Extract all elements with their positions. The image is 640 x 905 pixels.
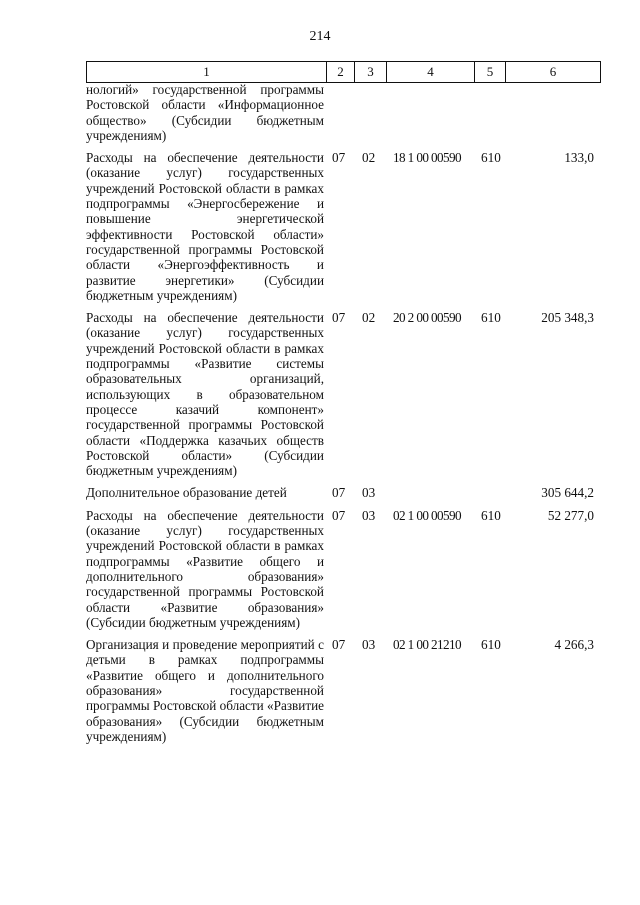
column-header-2: 2 — [327, 62, 355, 83]
row-target-code: 02 1 00 21210 — [393, 637, 462, 653]
column-header-3: 3 — [355, 62, 387, 83]
table-row — [86, 310, 600, 478]
row-amount: 133,0 — [564, 150, 594, 166]
row-section: 07 — [332, 485, 346, 501]
column-header-1: 1 — [87, 62, 327, 83]
column-header-5: 5 — [475, 62, 506, 83]
table-row — [86, 150, 600, 303]
column-header-4: 4 — [387, 62, 475, 83]
row-amount: 4 266,3 — [554, 637, 594, 653]
row-section: 07 — [332, 637, 346, 653]
row-expense-type: 610 — [481, 637, 501, 653]
row-description: Дополнительное образование детей — [86, 485, 287, 501]
row-subsection: 03 — [362, 507, 376, 523]
row-expense-type: 610 — [481, 150, 501, 166]
row-target-code: 02 1 00 00590 — [393, 507, 462, 523]
table-row — [86, 637, 600, 744]
row-subsection: 02 — [362, 310, 376, 326]
row-target-code: 20 2 00 00590 — [393, 310, 462, 326]
column-header-table — [86, 61, 601, 83]
table-row — [86, 508, 600, 630]
column-header-6: 6 — [506, 62, 601, 83]
row-section: 07 — [332, 310, 346, 326]
row-description: Расходы на обеспечение деятельности (оказание услуг) государственных учреждений Ростовской области в рамках подпрограммы «Развитие системы образовательных организаций, использующих в образовательном процессе казачий компонент» государственной программы Ростовской области «Поддержка казачьих обществ Ростовской области» (Субсидии бюджетным учреждениям) — [86, 310, 324, 479]
row-amount: 205 348,3 — [541, 310, 594, 326]
table-row — [86, 82, 600, 143]
budget-rows — [86, 82, 600, 744]
page-number: 214 — [309, 29, 331, 44]
row-description: Организация и проведение мероприятий с детьми в рамках подпрограммы «Развитие общего и дополнительного образования» государственной программы Ростовской области «Развитие образования» (Субсидии бюджетным учреждениям) — [86, 637, 324, 744]
row-subsection: 02 — [362, 150, 376, 166]
row-amount: 305 644,2 — [541, 485, 594, 501]
row-amount: 52 277,0 — [547, 507, 594, 523]
row-target-code: 18 1 00 00590 — [393, 150, 462, 166]
row-section: 07 — [332, 507, 346, 523]
row-subsection: 03 — [362, 485, 376, 501]
row-expense-type: 610 — [481, 507, 501, 523]
row-description: Расходы на обеспечение деятельности (оказание услуг) государственных учреждений Ростовской области в рамках подпрограммы «Энергосбережение и повышение энергетической эффективности Ростовской области» государственной программы Ростовской области «Энергоэффективность и развитие энергетики» (Субсидии бюджетным учреждениям) — [86, 150, 324, 303]
row-description: Расходы на обеспечение деятельности (оказание услуг) государственных учреждений Ростовской области в рамках подпрограммы «Развитие общего и дополнительного образования» государственной программы Ростовской области «Развитие образования» (Субсидии бюджетным учреждениям) — [86, 507, 324, 630]
row-description: нологий» государственной программы Ростовской области «Информационное общество» (Субсидии бюджетным учреждениям) — [86, 82, 324, 143]
row-subsection: 03 — [362, 637, 376, 653]
table-row — [86, 485, 600, 500]
row-section: 07 — [332, 150, 346, 166]
column-header-row — [87, 62, 601, 83]
row-expense-type: 610 — [481, 310, 501, 326]
